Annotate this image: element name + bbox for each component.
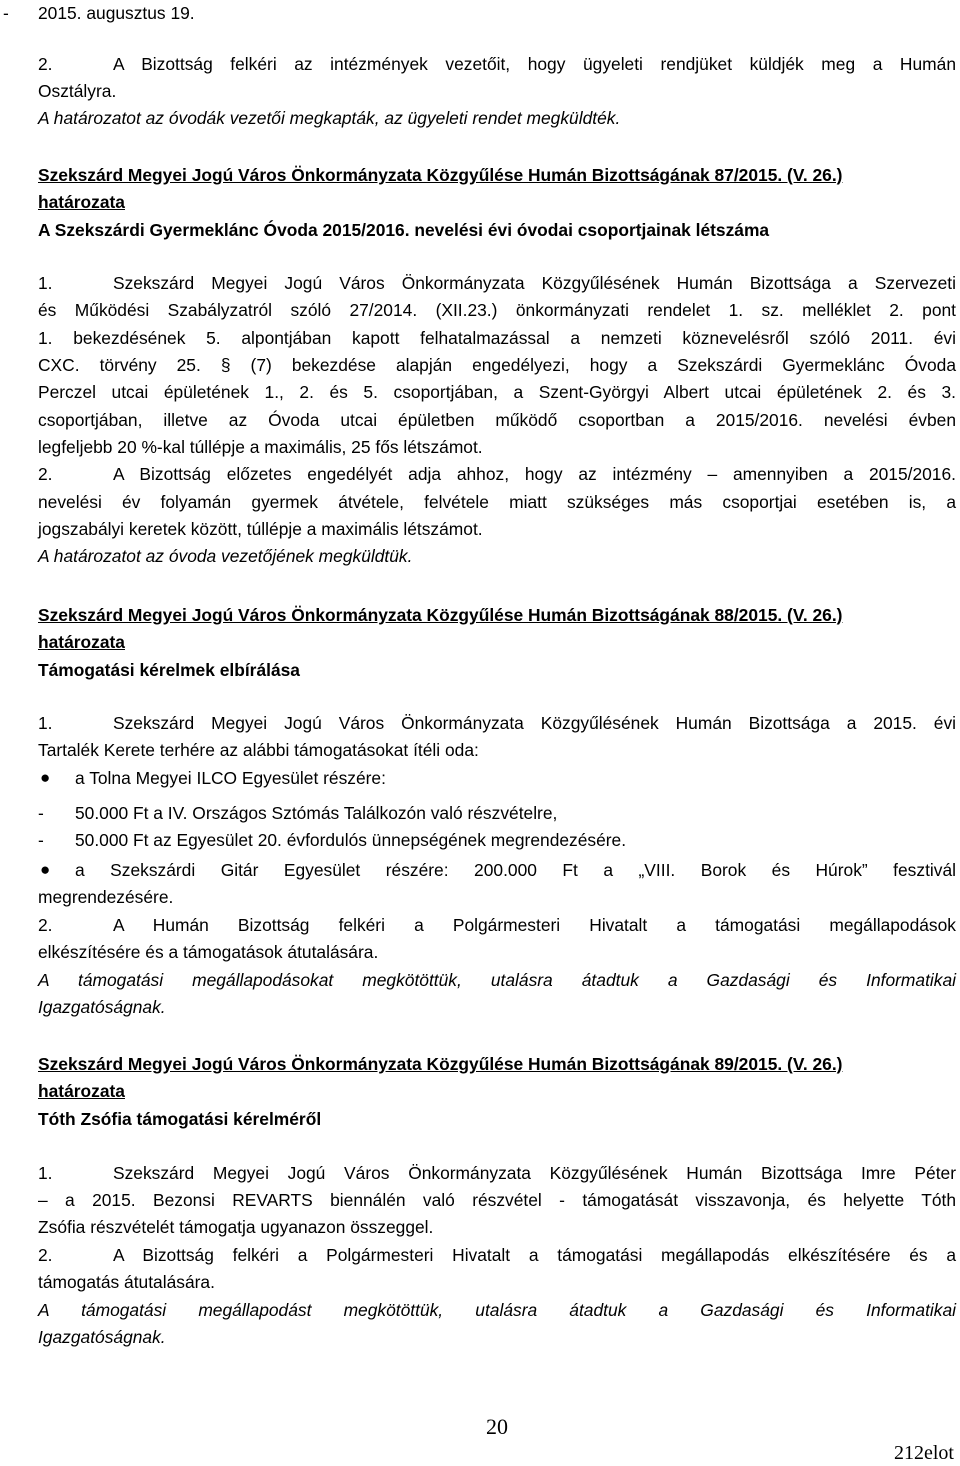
res88-title: Támogatási kérelmek elbírálása	[38, 660, 300, 680]
prev-item-2-line-2: Osztályra.	[38, 81, 117, 101]
res87-p1-line-1	[38, 272, 956, 294]
res89-kind: határozata	[38, 1081, 125, 1101]
res88-p2-line-2: elkészítésére és a támogatások átutalására.	[38, 942, 379, 962]
res89-note-line-1: A támogatási megállapodást megkötöttük, utalásra átadtuk a Gazdasági és Informatikai	[38, 1300, 956, 1320]
res89-p2-number: 2.	[38, 1245, 53, 1265]
res87-title: A Szekszárdi Gyermeklánc Óvoda 2015/2016. nevelési évi óvodai csoportjainak létszáma	[38, 220, 770, 240]
res87-note: A határozatot az óvoda vezetőjének megküldtük.	[38, 546, 413, 566]
res89-p1-line-2: – a 2015. Bezonsi REVARTS biennálén való részvétel - támogatását visszavonja, és helyette Tóth	[38, 1190, 956, 1210]
res87-p2-line-1	[38, 463, 956, 485]
res87-p1-line-6: csoportjában, illetve az Óvoda utcai épületben működő csoportban a 2015/2016. nevelési évben	[38, 410, 956, 430]
res87-p1-line-4: CXC. törvény 25. § (7) bekezdése alapján engedélyezi, hogy a Szekszárdi Gyermeklánc Óvoda	[38, 355, 956, 375]
bullet-icon: ●	[40, 768, 51, 787]
res87-p2-number: 2.	[38, 464, 53, 484]
res88-dash-1-text: 50.000 Ft a IV. Országos Sztómás Találkozón való részvételre,	[75, 803, 558, 823]
res88-note-line-1: A támogatási megállapodásokat megkötöttük, utalásra átadtuk a Gazdasági és Informatikai	[38, 970, 956, 990]
res88-heading: Szekszárd Megyei Jogú Város Önkormányzata Közgyűlése Humán Bizottságának 88/2015. (V. 26.)	[38, 605, 843, 625]
res88-p1-number: 1.	[38, 713, 53, 733]
res87-p1-line-2: és Működési Szabályzatról szóló 27/2014. (XII.23.) önkormányzati rendelet 1. sz. melléklet 2. pont	[38, 300, 956, 320]
res87-heading: Szekszárd Megyei Jogú Város Önkormányzata Közgyűlése Humán Bizottságának 87/2015. (V. 26.)	[38, 165, 843, 185]
res88-dash-item-1	[38, 802, 956, 824]
res89-p2-text-1: A Bizottság felkéri a Polgármesteri Hivatalt a támogatási megállapodás elkészítésére és a	[113, 1245, 956, 1265]
res89-p2-line-2: támogatás átutalására.	[38, 1272, 215, 1292]
res87-p2-text-1: A Bizottság előzetes engedélyét adja ahhoz, hogy az intézmény – amennyiben a 2015/2016.	[113, 464, 956, 484]
res88-bullet-1: a Tolna Megyei ILCO Egyesület részére:	[75, 768, 386, 788]
res87-p1-line-3: 1. bekezdésének 5. alpontjában kapott felhatalmazással a nemzeti köznevelésről szóló 2011. évi	[38, 328, 956, 348]
prev-item-2-note: A határozatot az óvodák vezetői megkapták, az ügyeleti rendet megküldték.	[38, 108, 621, 128]
dash-2: -	[38, 830, 44, 850]
res87-p1-number: 1.	[38, 273, 53, 293]
res89-p1-line-3: Zsófia részvételét támogatja ugyanazon összeggel.	[38, 1217, 434, 1237]
res87-p1-text-1: Szekszárd Megyei Jogú Város Önkormányzata Közgyűlésének Humán Bizottsága a Szervezeti	[113, 273, 956, 293]
res88-kind: határozata	[38, 632, 125, 652]
res88-p1-text-1: Szekszárd Megyei Jogú Város Önkormányzata Közgyűlésének Humán Bizottsága a 2015. évi	[113, 713, 956, 733]
res88-bullet-2-line-1: a Szekszárdi Gitár Egyesület részére: 200.000 Ft a „VIII. Borok és Húrok” fesztivál	[75, 860, 956, 880]
res88-p1-line-1	[38, 712, 956, 734]
date-text: 2015. augusztus 19.	[38, 3, 195, 23]
res89-p2-line-1	[38, 1244, 956, 1266]
res88-dash-2-text: 50.000 Ft az Egyesület 20. évfordulós ünnepségének megrendezésére.	[75, 830, 627, 850]
res88-bullet-2-line-2: megrendezésére.	[38, 887, 174, 907]
footer-code: 212elot	[894, 1442, 954, 1464]
res88-dash-item-2	[38, 829, 956, 851]
res89-note-line-2: Igazgatóságnak.	[38, 1327, 166, 1347]
res88-p2-line-1	[38, 914, 956, 936]
res89-p1-line-1	[38, 1162, 956, 1184]
res87-p2-line-3: jogszabályi keretek között, túllépje a maximális létszámot.	[38, 519, 483, 539]
date-dash: -	[3, 3, 9, 23]
res87-p1-line-7: legfeljebb 20 %-kal túllépje a maximális, 25 fős létszámot.	[38, 437, 483, 457]
res88-p2-text-1: A Humán Bizottság felkéri a Polgármesteri Hivatalt a támogatási megállapodások	[113, 915, 956, 935]
res88-p2-number: 2.	[38, 915, 53, 935]
res87-kind: határozata	[38, 192, 125, 212]
prev-item-2-line-1	[38, 53, 956, 75]
prev-item-2-number: 2.	[38, 54, 53, 74]
dash-1: -	[38, 803, 44, 823]
res89-p1-number: 1.	[38, 1163, 53, 1183]
res87-p2-line-2: nevelési év folyamán gyermek átvétele, felvétele miatt szükséges más csoportjai esetében is, a	[38, 492, 956, 512]
prev-item-2-text-1: A Bizottság felkéri az intézmények vezetőit, hogy ügyeleti rendjüket küldjék meg a Humán	[113, 54, 956, 74]
bullet-icon: ●	[40, 860, 51, 879]
res89-heading: Szekszárd Megyei Jogú Város Önkormányzata Közgyűlése Humán Bizottságának 89/2015. (V. 26.)	[38, 1054, 843, 1074]
res87-p1-line-5: Perczel utcai épületének 1., 2. és 5. csoportjában, a Szent-Györgyi Albert utcai épületének 2. és 3.	[38, 382, 956, 402]
res89-p1-text-1: Szekszárd Megyei Jogú Város Önkormányzata Közgyűlésének Humán Bizottsága Imre Péter	[113, 1163, 956, 1183]
page-number: 20	[486, 1414, 508, 1439]
res89-title: Tóth Zsófia támogatási kérelméről	[38, 1109, 322, 1129]
date-line	[3, 2, 956, 24]
res88-note-line-2: Igazgatóságnak.	[38, 997, 166, 1017]
res88-p1-line-2: Tartalék Kerete terhére az alábbi támogatásokat ítéli oda:	[38, 740, 479, 760]
